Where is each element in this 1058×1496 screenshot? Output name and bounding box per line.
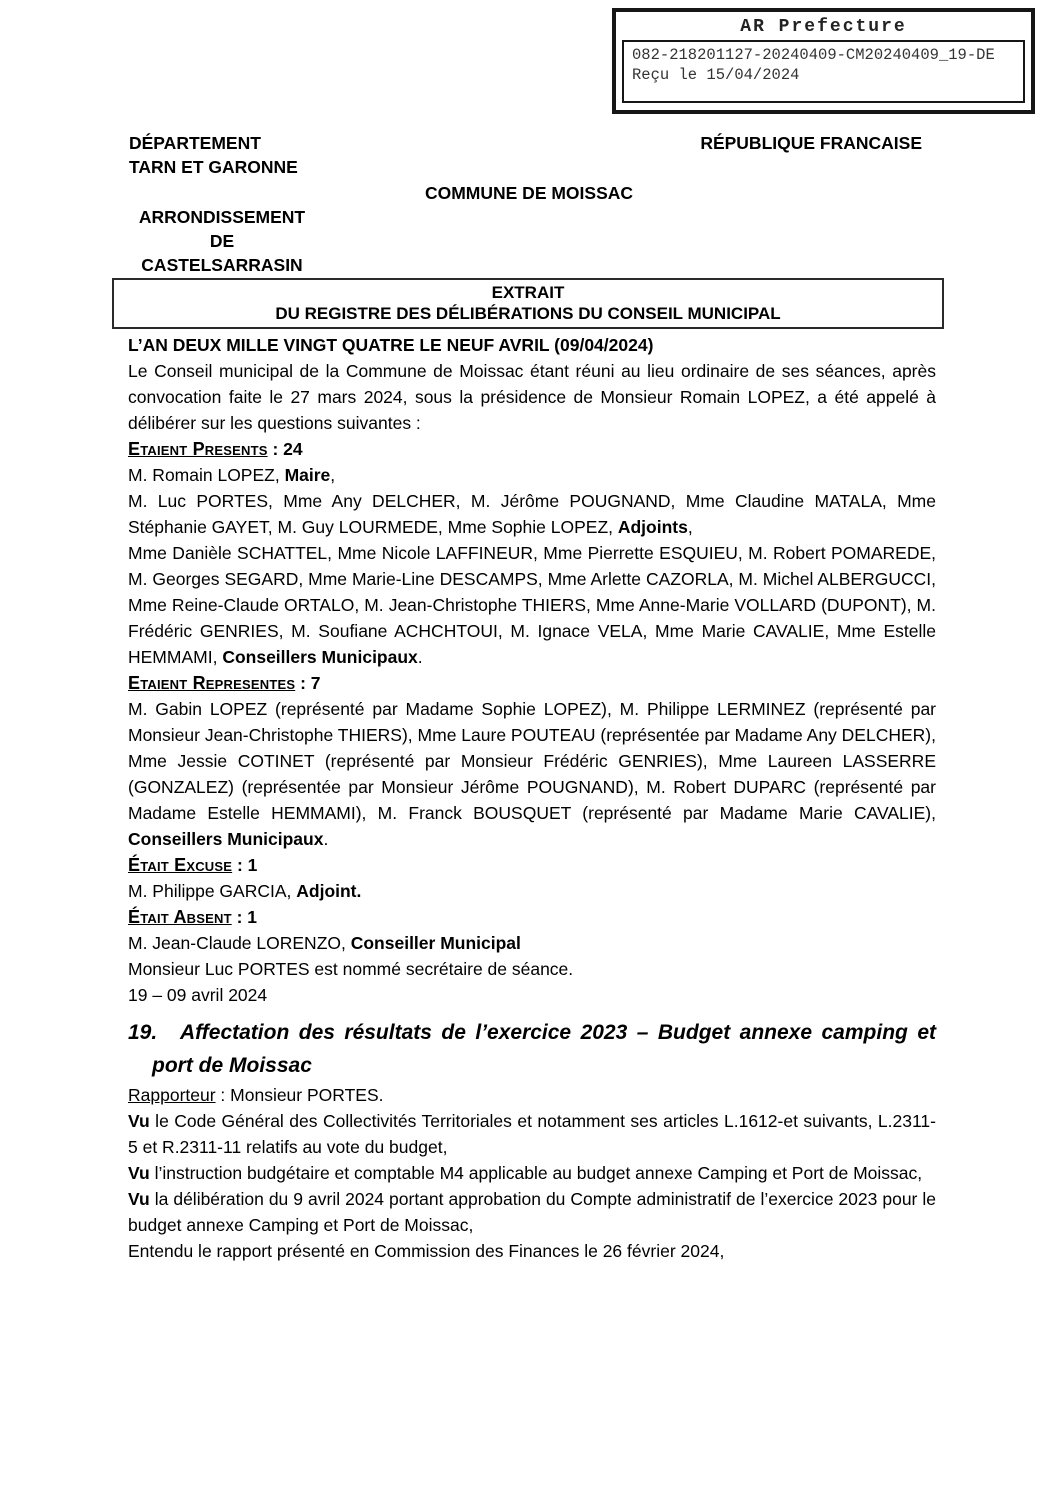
maire-after: , — [330, 465, 336, 485]
departement-block — [129, 131, 298, 179]
vu-paragraph-2 — [128, 1160, 936, 1186]
excuse-heading — [128, 852, 936, 878]
deliberation-title-text: Affectation des résultats de l’exercice 2023 – Budget annexe camping et port de Moissac — [152, 1021, 936, 1077]
stamp-title: AR Prefecture — [740, 17, 907, 37]
secretary-line: Monsieur Luc PORTES est nommé secrétaire de séance. — [128, 959, 574, 979]
excuse-count: : 1 — [232, 855, 258, 875]
arrondissement-name: CASTELSARRASIN — [141, 255, 303, 275]
presents-label: Etaient Presents — [128, 439, 268, 459]
rapporteur-line — [128, 1082, 936, 1108]
representes-names: M. Gabin LOPEZ (représenté par Madame Sophie LOPEZ), M. Philippe LERMINEZ (représenté par Monsieur Jean-Christophe THIERS), Mme Laure POUTEAU (représentée par Madame Any DELCHER), Mme Jessie COTINET (représenté par Monsieur Frédéric GENRIES), Mme Laureen LASSERRE (GONZALEZ) (représentée par Monsieur Jérôme POUGNAND), M. Robert DUPARC (représenté par Madame Estelle HEMMAMI), M. Franck BOUSQUET (représenté par Madame Marie CAVALIE), — [128, 699, 936, 823]
arrondissement-block — [129, 205, 315, 277]
vu3-text: la délibération du 9 avril 2024 portant approbation du Compte administratif de l’exercice 2023 pour le budget annexe Camping et Port de Moissac, — [128, 1189, 936, 1235]
maire-names: M. Romain LOPEZ, — [128, 465, 285, 485]
stamp-reference: 082-218201127-20240409-CM20240409_19-DE — [632, 46, 995, 64]
vu2-text: l’instruction budgétaire et comptable M4 applicable au budget annexe Camping et Port de Moissac, — [149, 1163, 923, 1183]
conseillers-after: . — [417, 647, 423, 667]
absent-line — [128, 930, 936, 956]
presents-heading — [128, 436, 936, 462]
maire-title: Maire — [284, 465, 331, 485]
representes-heading — [128, 670, 936, 696]
stamp-received-date: Reçu le 15/04/2024 — [632, 66, 800, 84]
extrait-title-box — [112, 278, 944, 329]
departement-label: DÉPARTEMENT — [129, 133, 261, 153]
maire-line — [128, 462, 936, 488]
deliberation-reference: 19 – 09 avril 2024 — [128, 985, 268, 1005]
stamp-body — [622, 40, 1025, 103]
arrondissement-label: ARRONDISSEMENT — [138, 207, 306, 227]
vu1-label: Vu — [128, 1111, 150, 1131]
vu-paragraph-3 — [128, 1186, 936, 1238]
adjoints-after: , — [687, 517, 693, 537]
conseillers-line — [128, 540, 936, 670]
adjoints-title: Adjoints — [617, 517, 688, 537]
representes-title: Conseillers Municipaux — [128, 829, 324, 849]
session-date-line: L’AN DEUX MILLE VINGT QUATRE LE NEUF AVRIL (09/04/2024) — [128, 335, 654, 355]
departement-name: TARN ET GARONNE — [129, 157, 298, 177]
rapporteur-label: Rapporteur — [128, 1085, 216, 1105]
excuse-names: M. Philippe GARCIA, — [128, 881, 297, 901]
deliberation-number: 19. — [128, 1021, 158, 1044]
representes-count: : 7 — [295, 673, 321, 693]
extrait-line2: DU REGISTRE DES DÉLIBÉRATIONS DU CONSEIL MUNICIPAL — [275, 304, 781, 323]
prefecture-stamp — [612, 8, 1035, 114]
adjoints-line — [128, 488, 936, 540]
representes-label: Etaient Representes — [128, 673, 296, 693]
absent-names: M. Jean-Claude LORENZO, — [128, 933, 351, 953]
document-body — [128, 332, 936, 1264]
presents-count: : 24 — [267, 439, 303, 459]
excuse-label: Était Excuse — [128, 855, 233, 875]
representes-line — [128, 696, 936, 852]
absent-count: : 1 — [231, 907, 258, 927]
session-intro: Le Conseil municipal de la Commune de Moissac étant réuni au lieu ordinaire de ses séances, après convocation faite le 27 mars 2024, sous la présidence de Monsieur Romain LOPEZ, a été appelé à délibérer sur les questions suivantes : — [128, 361, 936, 433]
absent-label: Était Absent — [128, 907, 232, 927]
vu2-label: Vu — [128, 1163, 150, 1183]
absent-heading — [128, 904, 936, 930]
vu1-text: le Code Général des Collectivités Territoriales et notamment ses articles L.1612-et suivants, L.2311-5 et R.2311-11 relatifs au vote du budget, — [128, 1111, 936, 1157]
conseillers-names: Mme Danièle SCHATTEL, Mme Nicole LAFFINEUR, Mme Pierrette ESQUIEU, M. Robert POMAREDE, M. Georges SEGARD, Mme Marie-Line DESCAMPS, Mme Arlette CAZORLA, M. Michel ALBERGUCCI, Mme Reine-Claude ORTALO, M. Jean-Christophe THIERS, Mme Anne-Marie VOLLARD (DUPONT), M. Frédéric GENRIES, M. Soufiane ACHCHTOUI, M. Ignace VELA, Mme Marie CAVALIE, Mme Estelle HEMMAMI, — [128, 543, 936, 667]
republique-label: RÉPUBLIQUE FRANCAISE — [700, 133, 922, 153]
conseillers-title: Conseillers Municipaux — [222, 647, 418, 667]
extrait-line1: EXTRAIT — [491, 283, 565, 302]
vu-paragraph-1 — [128, 1108, 936, 1160]
entendu-paragraph: Entendu le rapport présenté en Commission des Finances le 26 février 2024, — [128, 1241, 725, 1261]
deliberation-title — [128, 1016, 936, 1082]
adjoints-names: M. Luc PORTES, Mme Any DELCHER, M. Jérôme POUGNAND, Mme Claudine MATALA, Mme Stéphanie GAYET, M. Guy LOURMEDE, Mme Sophie LOPEZ, — [128, 491, 936, 537]
letterhead — [129, 131, 922, 179]
rapporteur-value: : Monsieur PORTES. — [215, 1085, 384, 1105]
vu3-label: Vu — [128, 1189, 150, 1209]
excuse-line — [128, 878, 936, 904]
representes-after: . — [323, 829, 329, 849]
excuse-title: Adjoint. — [296, 881, 362, 901]
arrondissement-de: DE — [209, 231, 235, 251]
commune-label: COMMUNE DE MOISSAC — [424, 183, 634, 203]
absent-title: Conseiller Municipal — [350, 933, 521, 953]
